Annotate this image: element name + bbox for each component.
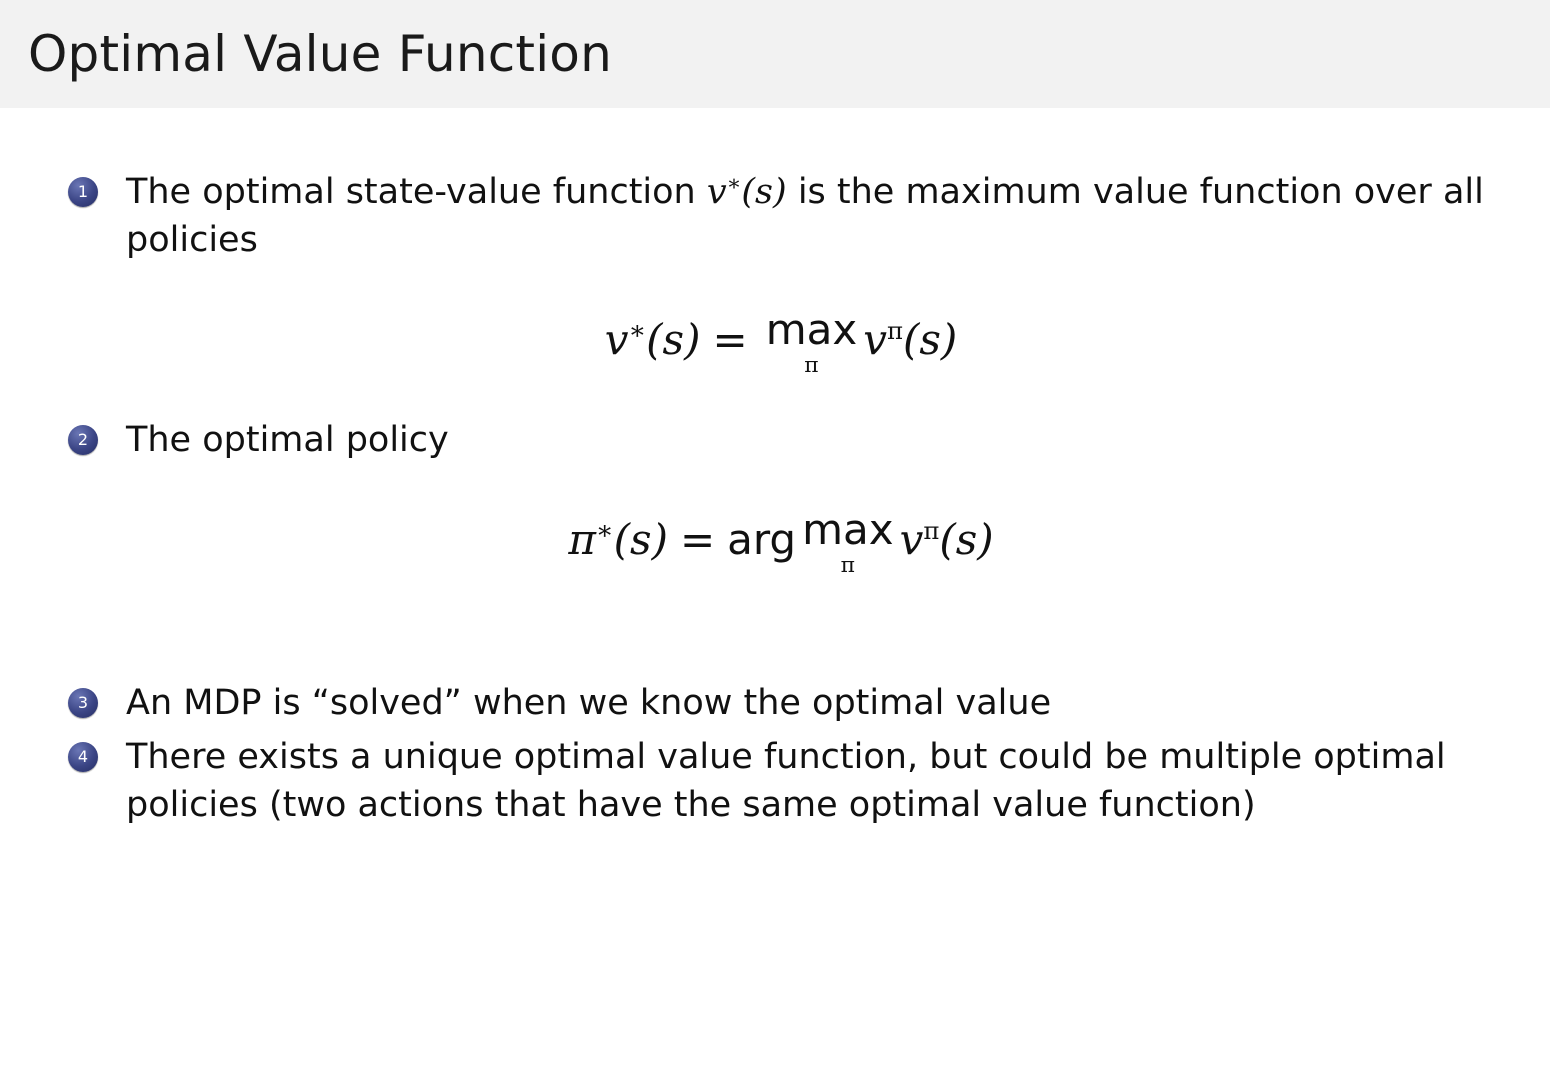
list-item	[60, 733, 1502, 830]
eq2-rhs-arg: (s)	[939, 514, 994, 564]
eq2-rhs-var: v	[899, 514, 924, 564]
eq1-rhs-var: v	[863, 314, 887, 364]
bullet-text: There exists a unique optimal value function, but could be multiple optimal policies (two actions that have the same optimal value function)	[126, 736, 1446, 826]
eq1-max-operator	[765, 304, 858, 378]
eq2-max-operator	[802, 504, 894, 578]
inline-math-v-star-s: v∗(s)	[706, 171, 787, 212]
bullet-text-after: is the maximum value function over all policies	[126, 172, 1484, 261]
bullet-number-badge: 2	[68, 425, 98, 455]
bullet-number-badge: 4	[68, 742, 98, 772]
eq2-lhs-arg: (s)	[613, 514, 668, 564]
eq1-rhs-sup: π	[886, 315, 903, 345]
spacer	[60, 617, 1502, 679]
eq2-lhs-star: ∗	[595, 515, 614, 546]
eq2-max-subscript: π	[840, 552, 856, 578]
bullet-list	[60, 168, 1502, 829]
eq2-relation: =	[679, 514, 716, 564]
list-item	[60, 416, 1502, 464]
eq1-lhs-arg: (s)	[646, 314, 701, 364]
eq2-arg-label: arg	[727, 514, 797, 564]
bullet-text: An MDP is “solved” when we know the optimal value	[126, 682, 1052, 723]
bullet-text: The optimal policy	[126, 420, 449, 461]
equation-body	[604, 304, 958, 378]
eq1-lhs-star: ∗	[628, 315, 647, 346]
eq1-max-label: max	[765, 304, 858, 354]
eq1-lhs-var: v	[604, 314, 629, 364]
eq2-rhs-sup: π	[923, 515, 940, 545]
slide-content	[0, 108, 1550, 829]
eq2-lhs-var: π	[568, 514, 596, 564]
equation-optimal-policy	[60, 504, 1502, 578]
bullet-number-badge: 1	[68, 177, 98, 207]
eq2-max-label: max	[802, 504, 894, 554]
bullet-text-before: The optimal state-value function	[126, 172, 707, 212]
equation-optimal-state-value	[60, 304, 1502, 378]
page-title: Optimal Value Function	[28, 25, 612, 83]
eq1-rhs-arg: (s)	[902, 314, 958, 364]
list-item	[60, 168, 1502, 265]
bullet-number-badge: 3	[68, 688, 98, 718]
list-item	[60, 679, 1502, 727]
eq1-max-subscript: π	[804, 352, 819, 378]
eq1-relation: =	[712, 314, 748, 364]
equation-body	[568, 504, 994, 578]
slide-title-bar	[0, 0, 1550, 108]
